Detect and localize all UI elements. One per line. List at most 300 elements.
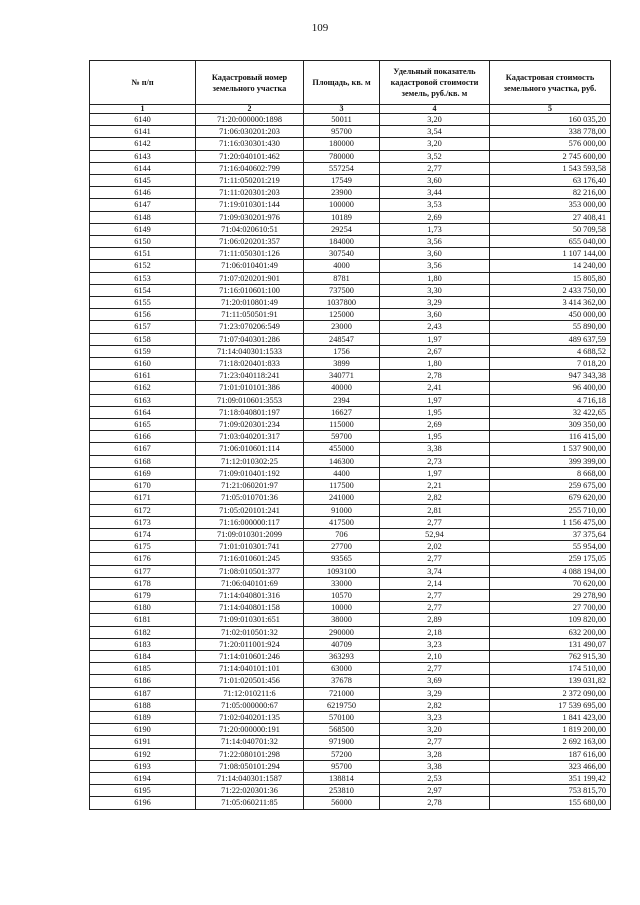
row-index-cell: 6145 [90,175,196,187]
table-row [90,516,611,528]
cadastral-value-cell: 29 278,90 [490,589,611,601]
cadastral-value-cell: 7 018,20 [490,358,611,370]
row-index-cell: 6143 [90,150,196,162]
area-cell: 706 [304,528,380,540]
row-index-cell: 6159 [90,345,196,357]
area-cell: 23000 [304,321,380,333]
row-index-cell: 6193 [90,760,196,772]
cadastral-value-cell: 131 490,07 [490,638,611,650]
row-index-cell: 6160 [90,358,196,370]
table-row [90,541,611,553]
cadastral-number-cell: 71:16:010601:245 [196,553,304,565]
table-row [90,748,611,760]
area-cell: 363293 [304,650,380,662]
table-row [90,150,611,162]
area-cell: 307540 [304,248,380,260]
cadastral-number-cell: 71:04:020610:51 [196,223,304,235]
table-row [90,760,611,772]
row-index-cell: 6146 [90,187,196,199]
unit-value-cell: 2,02 [380,541,490,553]
unit-value-cell: 3,23 [380,638,490,650]
cadastral-value-cell: 1 543 593,58 [490,162,611,174]
cadastral-number-cell: 71:09:020301:234 [196,419,304,431]
row-index-cell: 6144 [90,162,196,174]
cadastral-number-cell: 71:16:000000:117 [196,516,304,528]
table-row [90,358,611,370]
cadastral-number-cell: 71:05:000000:67 [196,699,304,711]
area-cell: 117500 [304,480,380,492]
cadastral-value-cell: 632 200,00 [490,626,611,638]
cadastral-value-cell: 323 466,00 [490,760,611,772]
row-index-cell: 6165 [90,419,196,431]
area-cell: 91000 [304,504,380,516]
table-row [90,321,611,333]
cadastral-value-cell: 2 433 750,00 [490,284,611,296]
cadastral-value-cell: 489 637,59 [490,333,611,345]
cadastral-value-cell: 37 375,64 [490,528,611,540]
area-cell: 95700 [304,760,380,772]
cadastral-number-cell: 71:02:040201:135 [196,711,304,723]
table-row [90,736,611,748]
cadastral-number-cell: 71:14:010601:246 [196,650,304,662]
cadastral-value-cell: 63 176,40 [490,175,611,187]
unit-value-cell: 3,23 [380,711,490,723]
unit-value-cell: 2,18 [380,626,490,638]
cadastral-value-cell: 55 954,00 [490,541,611,553]
row-index-cell: 6162 [90,382,196,394]
cadastral-value-cell: 109 820,00 [490,614,611,626]
unit-value-cell: 2,82 [380,492,490,504]
row-index-cell: 6180 [90,602,196,614]
cadastral-number-cell: 71:03:040201:317 [196,431,304,443]
table-row [90,504,611,516]
row-index-cell: 6147 [90,199,196,211]
cadastral-number-cell: 71:06:040101:69 [196,577,304,589]
unit-value-cell: 3,56 [380,236,490,248]
unit-value-cell: 2,78 [380,797,490,809]
area-cell: 3899 [304,358,380,370]
cadastral-number-cell: 71:12:010211:6 [196,687,304,699]
cadastral-value-cell: 174 510,00 [490,663,611,675]
unit-value-cell: 3,56 [380,260,490,272]
unit-value-cell: 2,82 [380,699,490,711]
header-area: Площадь, кв. м [304,61,380,105]
unit-value-cell: 1,95 [380,406,490,418]
unit-value-cell: 2,21 [380,480,490,492]
unit-value-cell: 3,54 [380,126,490,138]
unit-value-cell: 1,97 [380,467,490,479]
cadastral-value-cell: 2 372 090,00 [490,687,611,699]
table-row [90,126,611,138]
cadastral-number-cell: 71:09:010301:651 [196,614,304,626]
cadastral-number-cell: 71:06:020201:357 [196,236,304,248]
unit-value-cell: 2,77 [380,736,490,748]
column-number-row [90,105,611,114]
area-cell: 115000 [304,419,380,431]
table-row [90,772,611,784]
area-cell: 1093100 [304,565,380,577]
cadastral-value-cell: 96 400,00 [490,382,611,394]
unit-value-cell: 2,43 [380,321,490,333]
cadastral-number-cell: 71:14:040301:1587 [196,772,304,784]
area-cell: 38000 [304,614,380,626]
row-index-cell: 6175 [90,541,196,553]
unit-value-cell: 1,97 [380,333,490,345]
cadastral-number-cell: 71:23:070206:549 [196,321,304,333]
row-index-cell: 6161 [90,370,196,382]
area-cell: 780000 [304,150,380,162]
cadastral-number-cell: 71:21:060201:97 [196,480,304,492]
table-row [90,406,611,418]
cadastral-value-cell: 160 035,20 [490,114,611,126]
cadastral-number-cell: 71:16:040602:799 [196,162,304,174]
area-cell: 56000 [304,797,380,809]
cadastral-number-cell: 71:06:010601:114 [196,443,304,455]
row-index-cell: 6177 [90,565,196,577]
row-index-cell: 6188 [90,699,196,711]
column-number: 4 [380,105,490,114]
row-index-cell: 6155 [90,297,196,309]
cadastral-value-cell: 116 415,00 [490,431,611,443]
area-cell: 93565 [304,553,380,565]
cadastral-value-cell: 1 819 200,00 [490,724,611,736]
unit-value-cell: 2,67 [380,345,490,357]
cadastral-number-cell: 71:06:010401:49 [196,260,304,272]
row-index-cell: 6171 [90,492,196,504]
unit-value-cell: 1,73 [380,223,490,235]
table-row [90,797,611,809]
area-cell: 37678 [304,675,380,687]
row-index-cell: 6173 [90,516,196,528]
area-cell: 6219750 [304,699,380,711]
row-index-cell: 6190 [90,724,196,736]
cadastral-number-cell: 71:05:060211:85 [196,797,304,809]
cadastral-value-cell: 32 422,65 [490,406,611,418]
area-cell: 340771 [304,370,380,382]
row-index-cell: 6156 [90,309,196,321]
row-index-cell: 6172 [90,504,196,516]
area-cell: 721000 [304,687,380,699]
table-row [90,638,611,650]
unit-value-cell: 3,38 [380,760,490,772]
unit-value-cell: 2,97 [380,785,490,797]
cadastral-value-cell: 187 616,00 [490,748,611,760]
cadastral-value-cell: 50 709,58 [490,223,611,235]
table-row [90,114,611,126]
header-unit-value: Удельный показатель кадастровой стоимости земель, руб./кв. м [380,61,490,105]
table-row [90,211,611,223]
cadastral-value-cell: 338 778,00 [490,126,611,138]
table-row [90,565,611,577]
unit-value-cell: 2,10 [380,650,490,662]
row-index-cell: 6186 [90,675,196,687]
cadastral-number-cell: 71:18:040801:197 [196,406,304,418]
row-index-cell: 6185 [90,663,196,675]
cadastral-number-cell: 71:11:050501:91 [196,309,304,321]
area-cell: 17549 [304,175,380,187]
table-row [90,284,611,296]
cadastral-number-cell: 71:09:010301:2099 [196,528,304,540]
cadastral-number-cell: 71:14:040801:316 [196,589,304,601]
table-row [90,626,611,638]
unit-value-cell: 2,77 [380,553,490,565]
unit-value-cell: 3,52 [380,150,490,162]
cadastral-value-cell: 15 805,80 [490,272,611,284]
table-row [90,370,611,382]
table-row [90,589,611,601]
unit-value-cell: 3,69 [380,675,490,687]
unit-value-cell: 3,30 [380,284,490,296]
cadastral-value-cell: 753 815,70 [490,785,611,797]
table-row [90,553,611,565]
unit-value-cell: 2,77 [380,663,490,675]
row-index-cell: 6182 [90,626,196,638]
cadastral-number-cell: 71:09:030201:976 [196,211,304,223]
area-cell: 40709 [304,638,380,650]
table-row [90,614,611,626]
cadastral-number-cell: 71:22:080101:298 [196,748,304,760]
table-row [90,687,611,699]
cadastral-value-cell: 14 240,00 [490,260,611,272]
area-cell: 2394 [304,394,380,406]
row-index-cell: 6195 [90,785,196,797]
cadastral-number-cell: 71:01:010101:386 [196,382,304,394]
unit-value-cell: 3,29 [380,687,490,699]
table-row [90,724,611,736]
unit-value-cell: 3,28 [380,748,490,760]
cadastral-number-cell: 71:14:040801:158 [196,602,304,614]
cadastral-value-cell: 1 841 423,00 [490,711,611,723]
unit-value-cell: 3,60 [380,175,490,187]
table-row [90,602,611,614]
table-row [90,394,611,406]
row-index-cell: 6157 [90,321,196,333]
row-index-cell: 6158 [90,333,196,345]
table-row [90,492,611,504]
area-cell: 568500 [304,724,380,736]
unit-value-cell: 1,80 [380,272,490,284]
unit-value-cell: 3,44 [380,187,490,199]
unit-value-cell: 3,60 [380,309,490,321]
cadastral-number-cell: 71:14:040301:1533 [196,345,304,357]
row-index-cell: 6174 [90,528,196,540]
row-index-cell: 6181 [90,614,196,626]
unit-value-cell: 2,73 [380,455,490,467]
unit-value-cell: 52,94 [380,528,490,540]
cadastral-value-cell: 576 000,00 [490,138,611,150]
row-index-cell: 6191 [90,736,196,748]
table-row [90,382,611,394]
area-cell: 737500 [304,284,380,296]
area-cell: 4400 [304,467,380,479]
area-cell: 248547 [304,333,380,345]
cadastral-value-cell: 1 107 144,00 [490,248,611,260]
cadastral-value-cell: 8 668,00 [490,467,611,479]
cadastral-number-cell: 71:01:010301:741 [196,541,304,553]
table-row [90,699,611,711]
cadastral-number-cell: 71:19:010301:144 [196,199,304,211]
table-row [90,711,611,723]
cadastral-number-cell: 71:09:010601:3553 [196,394,304,406]
cadastral-number-cell: 71:01:020501:456 [196,675,304,687]
unit-value-cell: 2,81 [380,504,490,516]
area-cell: 180000 [304,138,380,150]
cadastral-value-cell: 1 156 475,00 [490,516,611,528]
cadastral-value-cell: 82 216,00 [490,187,611,199]
cadastral-value-cell: 353 000,00 [490,199,611,211]
table-row [90,431,611,443]
row-index-cell: 6192 [90,748,196,760]
row-index-cell: 6142 [90,138,196,150]
cadastral-value-cell: 679 620,00 [490,492,611,504]
unit-value-cell: 3,20 [380,724,490,736]
table-row [90,419,611,431]
row-index-cell: 6187 [90,687,196,699]
header-index: № п/п [90,61,196,105]
cadastral-value-cell: 4 716,18 [490,394,611,406]
row-index-cell: 6183 [90,638,196,650]
area-cell: 4000 [304,260,380,272]
cadastral-number-cell: 71:16:010601:100 [196,284,304,296]
table-row [90,345,611,357]
cadastral-number-cell: 71:20:000000:191 [196,724,304,736]
unit-value-cell: 2,53 [380,772,490,784]
column-number: 3 [304,105,380,114]
unit-value-cell: 3,60 [380,248,490,260]
table-row [90,650,611,662]
header-row [90,61,611,105]
cadastral-value-cell: 17 539 695,00 [490,699,611,711]
area-cell: 241000 [304,492,380,504]
row-index-cell: 6140 [90,114,196,126]
table-row [90,162,611,174]
unit-value-cell: 2,77 [380,516,490,528]
table-row [90,175,611,187]
unit-value-cell: 3,29 [380,297,490,309]
cadastral-value-cell: 255 710,00 [490,504,611,516]
area-cell: 557254 [304,162,380,174]
unit-value-cell: 1,97 [380,394,490,406]
cadastral-number-cell: 71:11:050301:126 [196,248,304,260]
area-cell: 10570 [304,589,380,601]
area-cell: 10189 [304,211,380,223]
table-row [90,455,611,467]
cadastral-number-cell: 71:20:010801:49 [196,297,304,309]
area-cell: 184000 [304,236,380,248]
cadastral-value-cell: 55 890,00 [490,321,611,333]
table-row [90,297,611,309]
cadastral-value-cell: 259 175,05 [490,553,611,565]
cadastral-number-cell: 71:08:010501:377 [196,565,304,577]
cadastral-number-cell: 71:20:040101:462 [196,150,304,162]
table-row [90,309,611,321]
row-index-cell: 6194 [90,772,196,784]
table-row [90,248,611,260]
table-row [90,333,611,345]
area-cell: 125000 [304,309,380,321]
table-row [90,236,611,248]
table-row [90,528,611,540]
unit-value-cell: 3,53 [380,199,490,211]
area-cell: 1756 [304,345,380,357]
table-row [90,223,611,235]
table-row [90,260,611,272]
unit-value-cell: 3,20 [380,114,490,126]
column-number: 2 [196,105,304,114]
row-index-cell: 6176 [90,553,196,565]
row-index-cell: 6169 [90,467,196,479]
area-cell: 971900 [304,736,380,748]
table-row [90,187,611,199]
cadastral-value-cell: 139 031,82 [490,675,611,687]
unit-value-cell: 2,78 [380,370,490,382]
row-index-cell: 6184 [90,650,196,662]
table-row [90,785,611,797]
row-index-cell: 6149 [90,223,196,235]
table-row [90,443,611,455]
table-row [90,138,611,150]
area-cell: 146300 [304,455,380,467]
table-row [90,480,611,492]
row-index-cell: 6153 [90,272,196,284]
row-index-cell: 6168 [90,455,196,467]
table-row [90,577,611,589]
row-index-cell: 6150 [90,236,196,248]
cadastral-number-cell: 71:14:040101:101 [196,663,304,675]
cadastral-value-cell: 27 408,41 [490,211,611,223]
cadastral-number-cell: 71:07:040301:286 [196,333,304,345]
cadastral-number-cell: 71:11:020301:203 [196,187,304,199]
unit-value-cell: 2,89 [380,614,490,626]
header-cadastral-value: Кадастровая стоимость земельного участка, руб. [490,61,611,105]
cadastral-value-cell: 450 000,00 [490,309,611,321]
row-index-cell: 6141 [90,126,196,138]
column-number: 1 [90,105,196,114]
row-index-cell: 6154 [90,284,196,296]
cadastral-number-cell: 71:22:020301:36 [196,785,304,797]
area-cell: 253810 [304,785,380,797]
row-index-cell: 6170 [90,480,196,492]
area-cell: 570100 [304,711,380,723]
column-number: 5 [490,105,611,114]
page-number: 109 [311,22,329,34]
cadastral-value-cell: 4 688,52 [490,345,611,357]
cadastral-value-cell: 155 680,00 [490,797,611,809]
cadastral-value-cell: 4 088 194,00 [490,565,611,577]
unit-value-cell: 2,77 [380,602,490,614]
area-cell: 57200 [304,748,380,760]
cadastral-number-cell: 71:20:011001:924 [196,638,304,650]
table-row [90,199,611,211]
cadastral-number-cell: 71:20:000000:1898 [196,114,304,126]
unit-value-cell: 2,69 [380,211,490,223]
cadastral-value-cell: 3 414 362,00 [490,297,611,309]
unit-value-cell: 2,77 [380,162,490,174]
cadastral-value-cell: 309 350,00 [490,419,611,431]
area-cell: 23900 [304,187,380,199]
cadastral-number-cell: 71:09:010401:192 [196,467,304,479]
unit-value-cell: 2,77 [380,589,490,601]
unit-value-cell: 2,69 [380,419,490,431]
row-index-cell: 6151 [90,248,196,260]
cadastral-number-cell: 71:06:030201:203 [196,126,304,138]
cadastral-value-cell: 259 675,00 [490,480,611,492]
row-index-cell: 6196 [90,797,196,809]
area-cell: 27700 [304,541,380,553]
area-cell: 50011 [304,114,380,126]
area-cell: 63000 [304,663,380,675]
table-row [90,272,611,284]
